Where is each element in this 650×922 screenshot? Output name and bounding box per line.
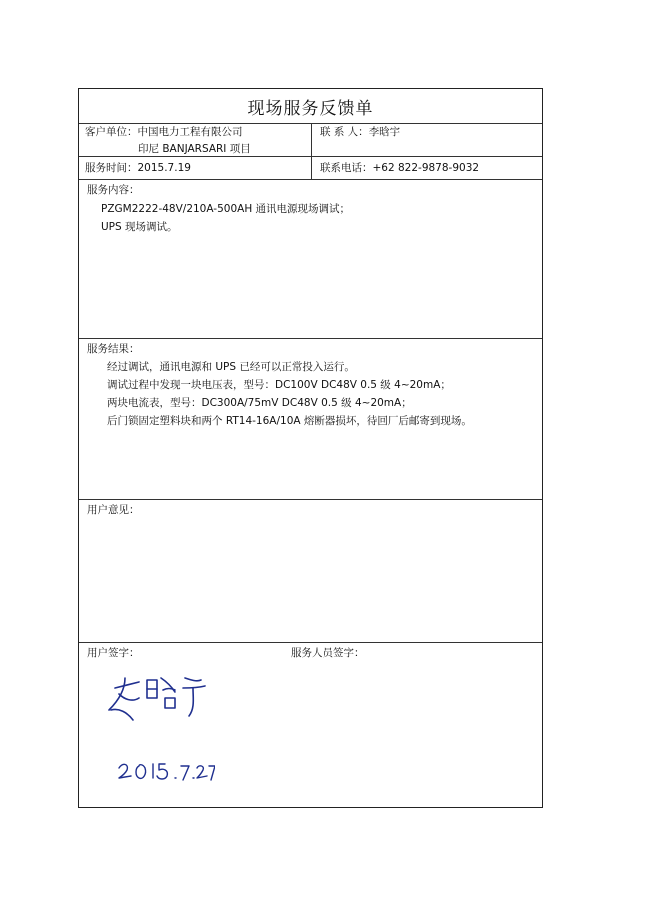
service-result-line: 调试过程中发现一块电压表，型号：DC100V DC48V 0.5 级 4~20mA； [107,379,451,391]
form-title: 现场服务反馈单 [247,98,374,119]
user-opinion-section [79,500,542,643]
service-time-row [79,157,542,180]
service-time-value: 2015.7.19 [137,162,191,174]
service-content-section [79,180,542,339]
column-divider [311,124,312,156]
service-time-cell [85,160,191,177]
service-result-body [107,358,472,430]
service-result-line: 经过调试，通讯电源和 UPS 已经可以正常投入运行。 [107,361,355,373]
customer-value-line2: 印尼 BANJARSARI 项目 [138,143,251,155]
service-content-line: UPS 现场调试。 [101,221,178,233]
phone-value: +62 822-9878-9032 [372,162,480,174]
service-result-label: 服务结果： [87,343,140,355]
service-content-label: 服务内容： [87,184,140,196]
phone-label: 联系电话： [320,162,373,174]
phone-cell [320,160,479,177]
customer-cell [85,124,251,158]
contact-value: 李晗宇 [368,126,401,138]
user-signature-label: 用户签字： [87,647,140,659]
customer-label: 客户单位： [85,126,138,138]
customer-row [79,124,542,157]
user-opinion-label: 用户意见： [87,504,140,516]
service-result-line: 后门锁固定塑料块和两个 RT14-16A/10A 熔断器损坏，待回厂后邮寄到现场。 [107,415,472,427]
service-time-label: 服务时间： [85,162,138,174]
contact-label: 联 系 人： [320,126,369,138]
form-title-row [79,89,542,124]
column-divider [311,157,312,179]
service-content-line: PZGM2222-48V/210A-500AH 通讯电源现场调试； [101,203,351,215]
contact-cell [320,124,400,141]
service-result-section [79,339,542,500]
customer-value: 中国电力工程有限公司 [137,126,243,138]
staff-signature-label: 服务人员签字： [291,647,365,659]
service-result-line: 两块电流表，型号：DC300A/75mV DC48V 0.5 级 4~20mA； [107,397,412,409]
handwritten-signature-image [95,670,215,790]
service-content-body [101,200,350,236]
